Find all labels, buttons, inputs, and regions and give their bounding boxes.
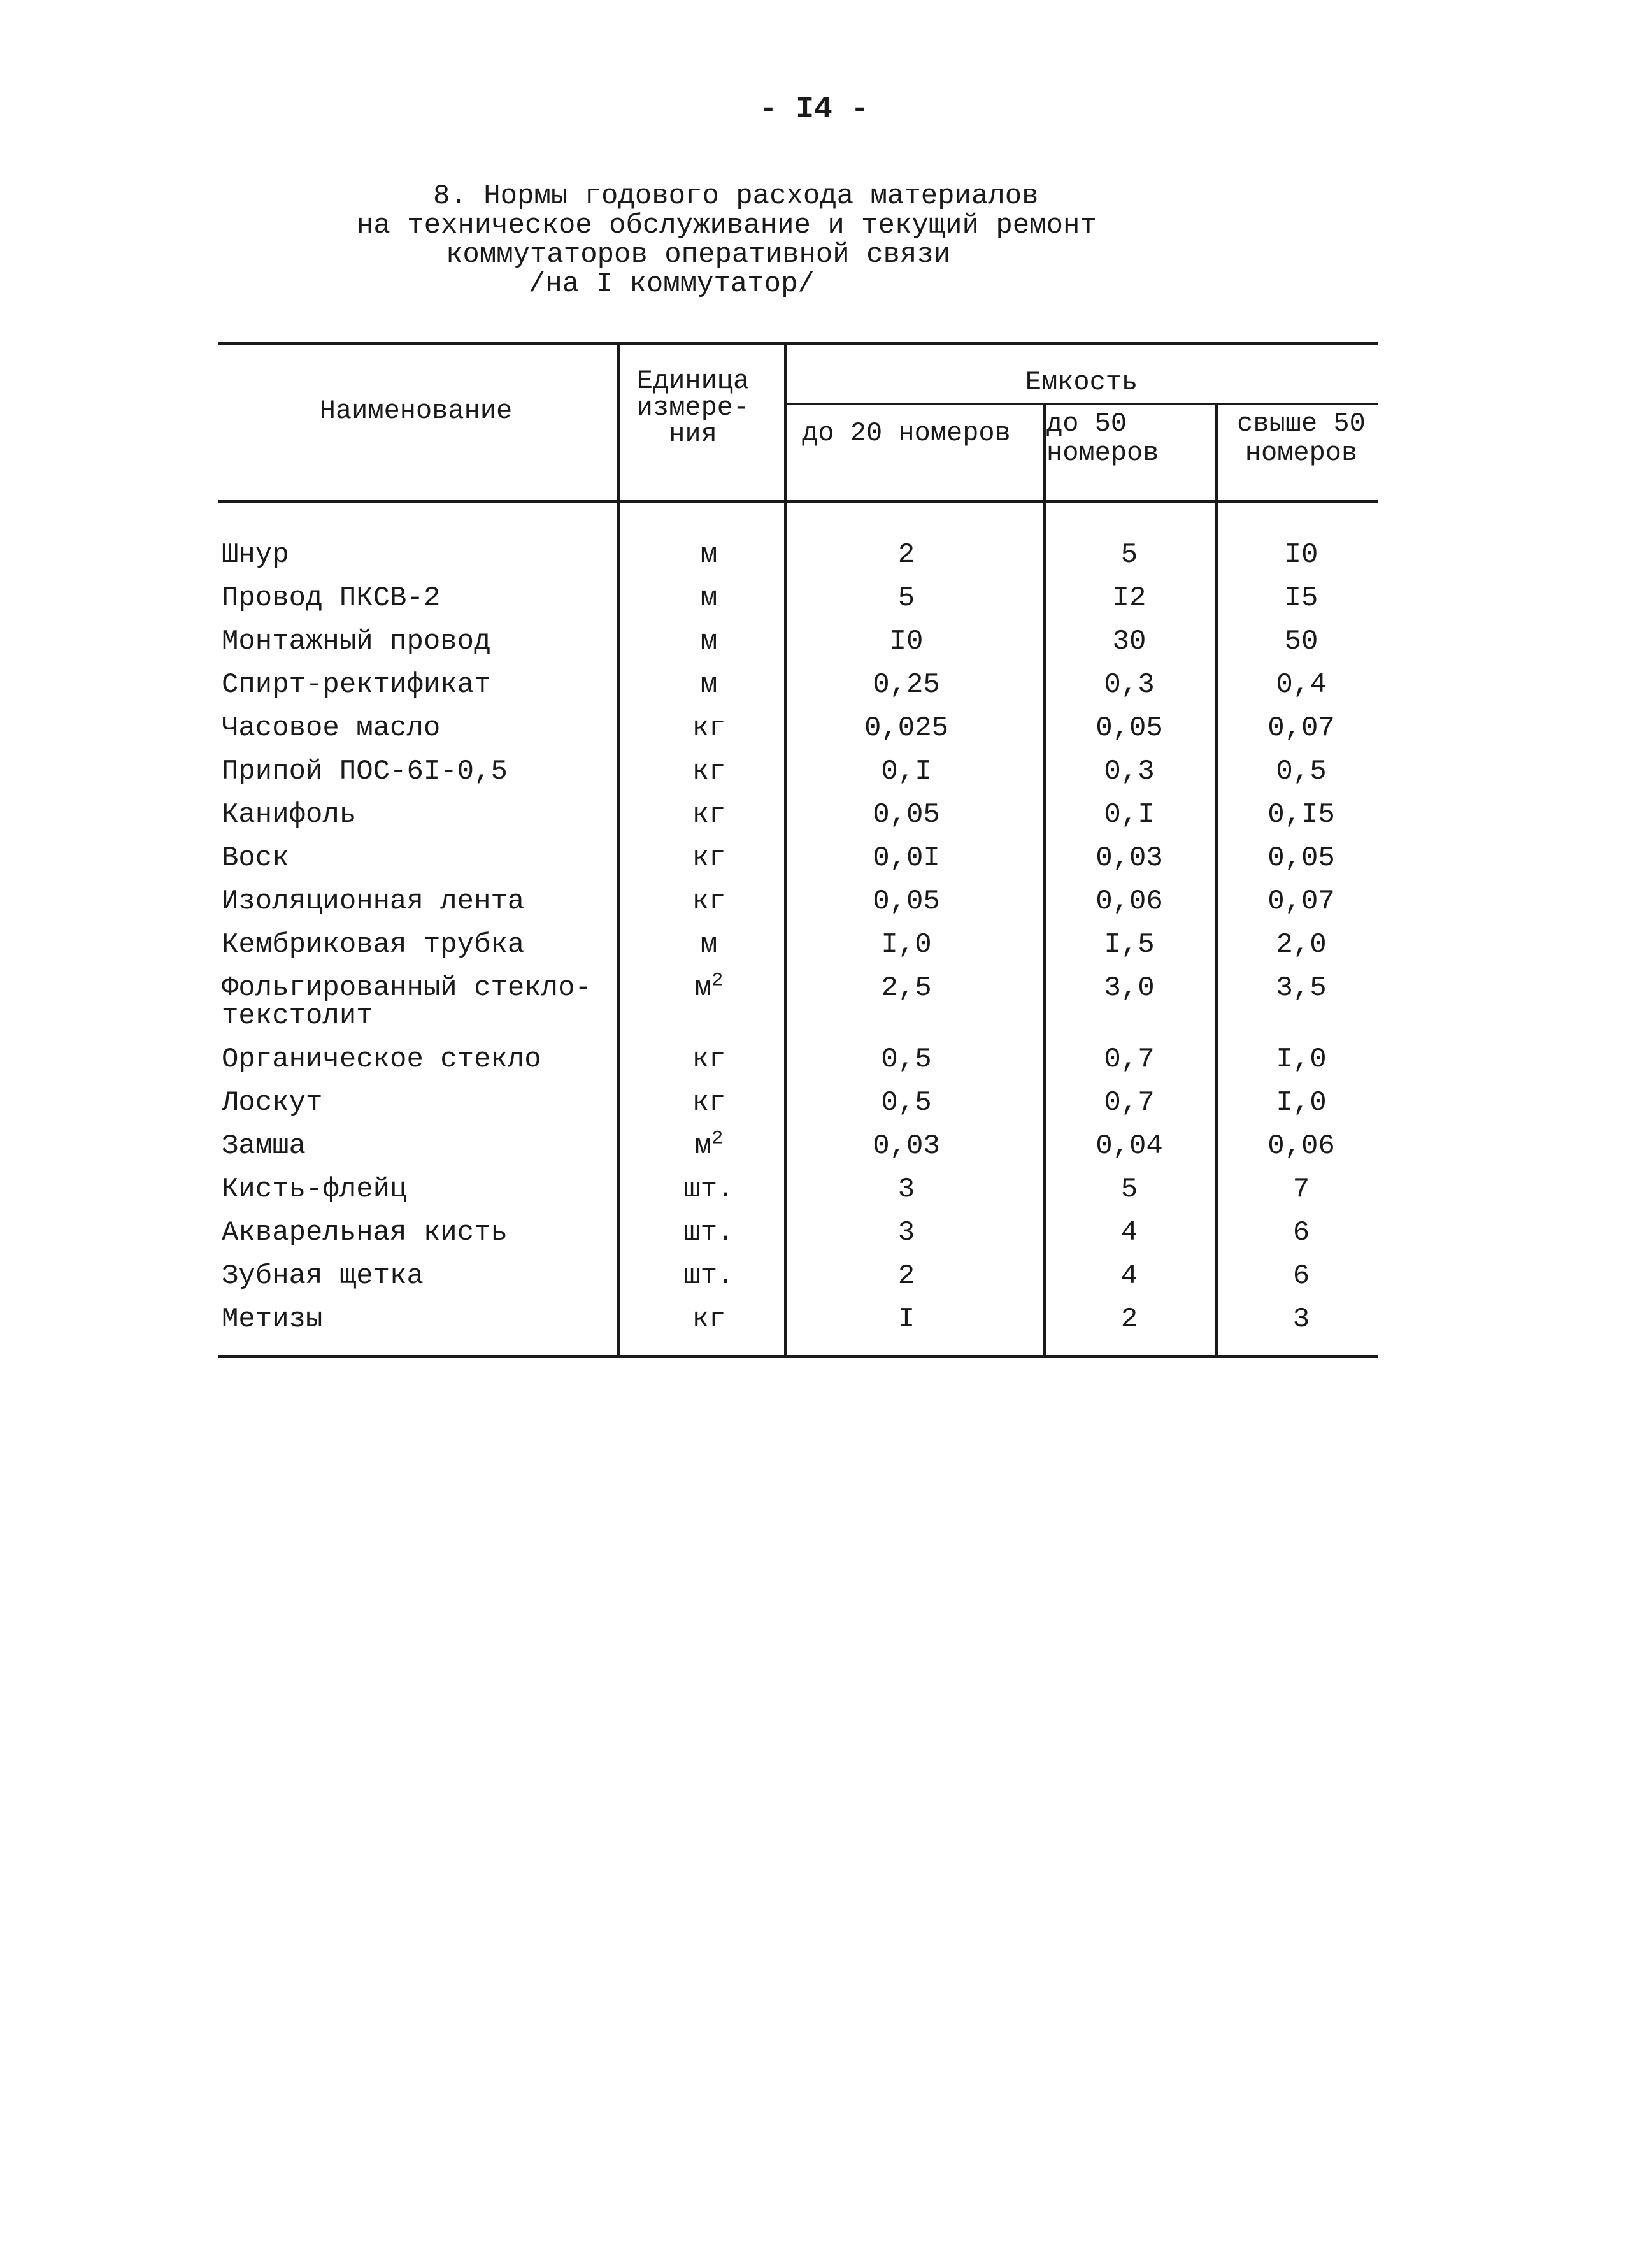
table-row	[218, 1168, 1378, 1211]
row-value-over50: 50	[1284, 626, 1318, 657]
header-col3-line2: номеров	[1245, 438, 1358, 468]
header-capacity: Емкость	[1025, 367, 1138, 398]
header-col-up-to-50	[1046, 409, 1212, 468]
row-unit: шт.	[683, 1260, 734, 1292]
row-value-50: 5	[1120, 1173, 1138, 1205]
row-value-20: 2,5	[881, 972, 932, 1004]
table-row	[218, 707, 1378, 750]
row-name: Зубная щетка	[222, 1260, 424, 1292]
row-value-50: I,5	[1104, 929, 1155, 961]
row-value-20: 0,05	[873, 799, 940, 831]
row-unit: м	[700, 626, 718, 657]
row-value-over50: I,0	[1276, 1087, 1327, 1119]
row-value-20: 0,05	[873, 886, 940, 917]
row-unit: кг	[692, 712, 726, 744]
row-value-20: 2	[897, 1260, 915, 1292]
header-col3-line1: свыше 50	[1237, 408, 1366, 439]
row-unit: кг	[692, 886, 726, 917]
row-value-over50: 0,5	[1276, 756, 1327, 787]
row-unit: шт.	[683, 1217, 734, 1249]
row-value-over50: 0,07	[1267, 886, 1335, 917]
row-value-over50: I5	[1284, 582, 1318, 614]
title-line-4: /на I коммутатор/	[529, 268, 815, 300]
row-unit: кг	[692, 799, 726, 831]
row-value-20: 0,25	[873, 669, 940, 701]
row-name: Изоляционная лента	[222, 886, 525, 917]
row-value-over50: I,0	[1276, 1044, 1327, 1075]
row-unit: м	[700, 539, 718, 571]
row-value-20: 3	[897, 1217, 915, 1249]
table-row	[218, 577, 1378, 620]
row-name: Лоскут	[222, 1087, 323, 1119]
table-bottom-rule	[218, 1355, 1378, 1358]
row-unit: кг	[692, 1303, 726, 1335]
row-value-50: 0,03	[1096, 842, 1163, 874]
row-unit-text: м	[694, 972, 712, 1004]
table-row	[218, 663, 1378, 707]
header-bottom-rule	[218, 500, 1378, 503]
row-value-over50: 7	[1292, 1173, 1310, 1205]
row-name: Воск	[222, 842, 289, 874]
row-unit: м	[700, 582, 718, 614]
row-value-50: 0,06	[1096, 886, 1163, 917]
materials-table	[218, 342, 1378, 1358]
row-unit: м	[700, 669, 718, 701]
row-value-over50: I0	[1284, 539, 1318, 571]
table-row	[218, 966, 1378, 1038]
row-name: Кисть-флейц	[222, 1173, 407, 1205]
row-value-20: I,0	[881, 929, 932, 961]
row-value-20: 2	[897, 539, 915, 571]
title-line-2: на техническое обслуживание и текущий ремонт	[357, 210, 1097, 241]
row-name: Шнур	[222, 539, 289, 571]
row-value-50: 4	[1120, 1217, 1138, 1249]
table-row	[218, 1124, 1378, 1168]
capacity-rule	[785, 403, 1378, 405]
row-name: Канифоль	[222, 799, 357, 831]
row-unit: кг	[692, 1087, 726, 1119]
row-unit: шт.	[683, 1173, 734, 1205]
row-value-50: 5	[1120, 539, 1138, 571]
row-value-over50: 0,4	[1276, 669, 1327, 701]
title-line-3: коммутаторов оперативной связи	[446, 239, 951, 271]
table-row	[218, 923, 1378, 966]
table-title	[338, 182, 1229, 299]
row-name: Метизы	[222, 1303, 323, 1335]
row-name: Провод ПКСВ-2	[222, 582, 441, 614]
row-value-20: I0	[889, 626, 924, 657]
row-value-over50: 6	[1292, 1217, 1310, 1249]
row-value-20: 0,5	[881, 1087, 932, 1119]
row-name: Фольгированный стекло- текстолит	[222, 972, 592, 1032]
table-row	[218, 1298, 1378, 1341]
row-name: Акварельная кисть	[222, 1217, 508, 1249]
header-col-over-50	[1222, 409, 1381, 468]
row-name: Припой ПОС-6I-0,5	[222, 756, 508, 787]
row-value-20: I	[897, 1303, 915, 1335]
row-unit: кг	[692, 756, 726, 787]
row-value-over50: 0,06	[1267, 1130, 1335, 1162]
row-value-over50: 0,I5	[1267, 799, 1335, 831]
row-value-20: 0,025	[864, 712, 949, 744]
row-value-over50: 3,5	[1276, 972, 1327, 1004]
row-name: Часовое масло	[222, 712, 441, 744]
header-name: Наименование	[319, 396, 513, 426]
header-col2-line2: номеров	[1046, 438, 1159, 468]
row-value-50: 0,7	[1104, 1087, 1155, 1119]
row-value-50: 4	[1120, 1260, 1138, 1292]
row-value-over50: 0,07	[1267, 712, 1335, 744]
page-number: - I4 -	[759, 92, 869, 127]
table-row	[218, 1038, 1378, 1081]
table-row	[218, 1211, 1378, 1254]
row-name: Монтажный провод	[222, 626, 491, 657]
table-body	[218, 533, 1378, 1341]
row-name: Замша	[222, 1130, 306, 1162]
header-unit: Единица измере- ния	[636, 366, 750, 450]
row-unit: кг	[692, 842, 726, 874]
row-value-20: 0,I	[881, 756, 932, 787]
row-value-20: 3	[897, 1173, 915, 1205]
row-value-50: I2	[1112, 582, 1146, 614]
table-row	[218, 1081, 1378, 1124]
row-value-50: 30	[1112, 626, 1146, 657]
table-row	[218, 836, 1378, 880]
title-line-1: 8. Нормы годового расхода материалов	[433, 180, 1039, 212]
row-value-50: 0,I	[1104, 799, 1155, 831]
table-row	[218, 750, 1378, 793]
row-value-20: 0,03	[873, 1130, 940, 1162]
row-value-50: 0,3	[1104, 669, 1155, 701]
row-unit: кг	[692, 1044, 726, 1075]
row-value-20: 5	[897, 582, 915, 614]
row-value-over50: 0,05	[1267, 842, 1335, 874]
row-value-over50: 3	[1292, 1303, 1310, 1335]
table-row	[218, 880, 1378, 923]
table-row	[218, 620, 1378, 663]
row-value-50: 0,05	[1096, 712, 1163, 744]
row-value-20: 0,5	[881, 1044, 932, 1075]
table-row	[218, 793, 1378, 836]
row-name: Спирт-ректификат	[222, 669, 491, 701]
row-value-50: 0,7	[1104, 1044, 1155, 1075]
row-unit-superscript: 2	[711, 1128, 724, 1150]
row-value-50: 0,04	[1096, 1130, 1163, 1162]
table-row	[218, 1254, 1378, 1298]
row-value-50: 2	[1120, 1303, 1138, 1335]
table-row	[218, 533, 1378, 577]
row-name: Органическое стекло	[222, 1044, 541, 1075]
row-unit: м	[700, 929, 718, 961]
header-col2-line1: до 50	[1046, 408, 1127, 439]
row-value-over50: 6	[1292, 1260, 1310, 1292]
row-unit-superscript: 2	[711, 970, 724, 992]
row-value-over50: 2,0	[1276, 929, 1327, 961]
header-col-up-to-20: до 20 номеров	[802, 418, 1011, 449]
row-value-50: 3,0	[1104, 972, 1155, 1004]
row-value-50: 0,3	[1104, 756, 1155, 787]
row-unit-text: м	[694, 1130, 712, 1162]
row-name: Кембриковая трубка	[222, 929, 525, 961]
row-unit	[626, 966, 792, 1010]
row-unit	[626, 1124, 792, 1168]
row-value-20: 0,0I	[873, 842, 940, 874]
table-top-rule	[218, 342, 1378, 345]
